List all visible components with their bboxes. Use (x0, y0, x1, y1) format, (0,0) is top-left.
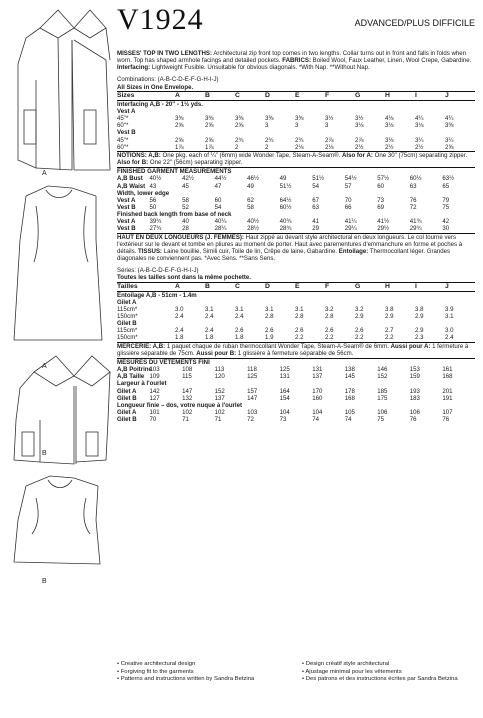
table-row: A,B Bust 40½ 42½ 44½ 46½ 49 51½ 54½ 57½ 60½ 63½ (117, 175, 455, 183)
width-title: Width, lower edge (117, 189, 170, 197)
features-french (302, 661, 474, 684)
table-row: Gilet A 142 147 152 157 164 170 178 185 193 201 (117, 387, 453, 395)
list-item: • Ajustage minimal pour les vêtements (302, 669, 474, 677)
table-row: 60"* 2⅝ 2⅝ 2⅝ 3 3 3 3⅛ 3⅛ 3⅛ 3⅜ (117, 122, 454, 130)
gilet-b-label-row: Gilet B (117, 320, 137, 328)
french-description: HAUT EN DEUX LONGUEURS (J. FEMMES): Haut zippé au devant style architectural en deux longueurs. Le col tourne vers l'extérieur sur le devant et tombe en pliures au moment de porter. Haut avec parementures d'emmanchure en forme et poches à détails. TISSUS: Laine bouillie, Simili cuir, Toile de lin, Crêpe de laine, Gabardine. Entoilage: Thermocollant léger. Grandes diagonales ne conviennent pas. *Avec Sens. **Sans Sens. (117, 233, 463, 263)
list-item: • Patterns and instructions written by Sandra Betzina (117, 676, 287, 684)
interfacing-label: Interfacing: (117, 64, 151, 72)
french-all-sizes-note: Toutes les tailles sont dans la même pochette. (117, 274, 251, 282)
vest-b-label-row: Vest B (117, 129, 136, 137)
english-title: MISSES' TOP IN TWO LENGTHS: (117, 50, 213, 57)
difficulty-level: ADVANCED/PLUS DIFFICILE (354, 18, 475, 28)
table-row: Vest B 50 52 54 58 60½ 63 66 69 72 75 (117, 203, 450, 211)
table-row: 115cm* 2.4 2.4 2.6 2.6 2.6 2.6 2.6 2.7 2.9 3.0 (117, 327, 454, 335)
list-item: • Design créatif style architectural (302, 661, 474, 669)
measurements-title: MESURES DU VÊTEMENTS FINI (117, 358, 210, 366)
table-row: A,B Poitrine 103 108 113 118 125 131 138 146 153 161 (117, 366, 453, 374)
table-row: Vest B 27¾ 28 28¼ 28½ 28¾ 29 29¼ 29½ 29¾ 30 (117, 225, 475, 233)
list-item: • Forgiving fit to the garments (117, 669, 287, 677)
combinations: Combinations: (A-B-C-D-E-F-G-H-I-J) (117, 76, 219, 84)
entoilage-row: Entoilage A,B - 51cm - 1.4m (117, 291, 197, 299)
vest-a-label-row: Vest A (117, 107, 136, 115)
table-row: Vest A 56 58 60 62 64½ 67 70 73 76 79 (117, 196, 450, 204)
table-row: Vest A 39¾ 40 40¼ 40½ 40¾ 41 41¼ 41½ 41¾ 42 (117, 218, 450, 226)
table-row: A,B Waist 43 45 47 49 51½ 54 57 60 63 65 (117, 182, 450, 190)
interfacing-row: Interfacing A,B - 20" - 1½ yds. (117, 100, 203, 108)
sketch-label-b-front: B (42, 450, 47, 457)
notions: NOTIONS: A,B: One pkg. each of ¼" (6mm) wide Wonder Tape, Steam-A-Seam®. Also for A: One 30" (75cm) separating zipper. Also for B: One 22" (56cm) separating zipper. (117, 152, 475, 168)
mercerie: MERCERIE: A,B: 1 paquet chaque de ruban thermocollant Wonder Tape, Steam-A-Seam® de 6mm. Aussi pour A: 1 fermeture à glissière séparable de 75cm. Aussi pour B: 1 glissière à fermeture séparable de 56cm. (117, 343, 475, 359)
sketch-vest-b-back (14, 476, 100, 564)
garment-line-drawings (0, 0, 112, 713)
sketch-vest-a-back (14, 186, 102, 340)
french-measurements-table (117, 359, 475, 423)
sketch-label-a-front: A (42, 170, 47, 177)
measurements-title: FINISHED GARMENT MEASUREMENTS (117, 168, 232, 176)
fabrics-label: FABRICS: (282, 57, 311, 65)
sketch-label-b-back: B (42, 578, 47, 585)
table-row: 45"* 3⅜ 3⅜ 3⅜ 3⅜ 3⅜ 3½ 3½ 4⅛ 4¼ 4¼ (117, 115, 454, 123)
english-measurements-table (117, 168, 475, 233)
pattern-number: V1924 (117, 3, 204, 36)
table-row: 45"* 2⅝ 2⅝ 2¾ 2¾ 2¾ 2⅞ 2⅞ 3⅛ 3¼ 3¼ (117, 136, 454, 144)
french-series: Séries: (A-B-C-D-E-F-G-H-I-J) (117, 267, 199, 275)
gilet-a-label-row: Gilet A (117, 298, 137, 306)
length-title: Finished back length from base of neck (117, 211, 232, 219)
interfacing-text: Lightweight Fusible. Unsuitable for obvious diagonals. *With Nap. **Without Nap. (150, 64, 370, 72)
english-description (117, 50, 475, 71)
fabrics-text: Boiled Wool, Faux Leather, Linen, Wool Crepe, Gabardine. (310, 57, 472, 65)
list-item: • Des patrons et des instructions écrites par Sandra Betzina (302, 676, 474, 684)
list-item: • Creative architectural design (117, 661, 287, 669)
sketch-vest-b-front (14, 356, 110, 464)
table-row: A,B Taille 109 115 120 125 131 137 145 152 159 168 (117, 373, 453, 381)
sketch-label-a-back: A (42, 363, 47, 370)
size-header-row: Sizes A B C D E F G H I J (117, 91, 475, 100)
table-row: 150cm* 1.8 1.8 1.8 1.9 2.2 2.2 2.2 2.2 2.3 2.4 (117, 334, 475, 342)
table-row: 150cm* 2.4 2.4 2.4 2.8 2.8 2.8 2.9 2.9 2.9 3.1 (117, 313, 454, 320)
english-yardage-table (117, 91, 475, 152)
table-row: Gilet B 127 132 137 147 154 160 168 175 183 191 (117, 394, 453, 402)
table-row: Gilet A 101 102 102 103 104 104 105 106 106 107 (117, 409, 453, 417)
all-sizes-note: All Sizes in One Envelope. (117, 83, 194, 91)
table-row: 115cm* 3.0 3.1 3.1 3.1 3.1 3.2 3.2 3.8 3.8 3.9 (117, 305, 454, 313)
english-desc-text: Architectural zip front top comes in two lengths. Collar turns out in front and falls in folds when worn. Top has shaped armhole facings and detailed pockets. (117, 50, 467, 65)
largeur-title: Largeur à l'ourlet (117, 380, 167, 388)
technical-sketches (0, 0, 112, 713)
longueur-title: Longueur finie – dos, votre nuque à l'ourlet (117, 401, 243, 409)
pattern-content (117, 50, 475, 423)
size-header-row: Tailles A B C D E F G H I J (117, 282, 475, 291)
pattern-header (117, 3, 475, 36)
french-yardage-table (117, 282, 475, 343)
french-title: HAUT EN DEUX LONGUEURS (J. FEMMES): (117, 233, 244, 241)
features-english (117, 661, 287, 684)
sketch-vest-a-front (18, 10, 110, 170)
table-row: 60"* 1⅞ 1⅞ 2 2 2⅛ 2⅛ 2½ 2½ 2½ 2⅝ (117, 144, 475, 152)
table-row: Gilet B 70 71 71 72 73 74 74 75 76 76 (117, 416, 450, 424)
